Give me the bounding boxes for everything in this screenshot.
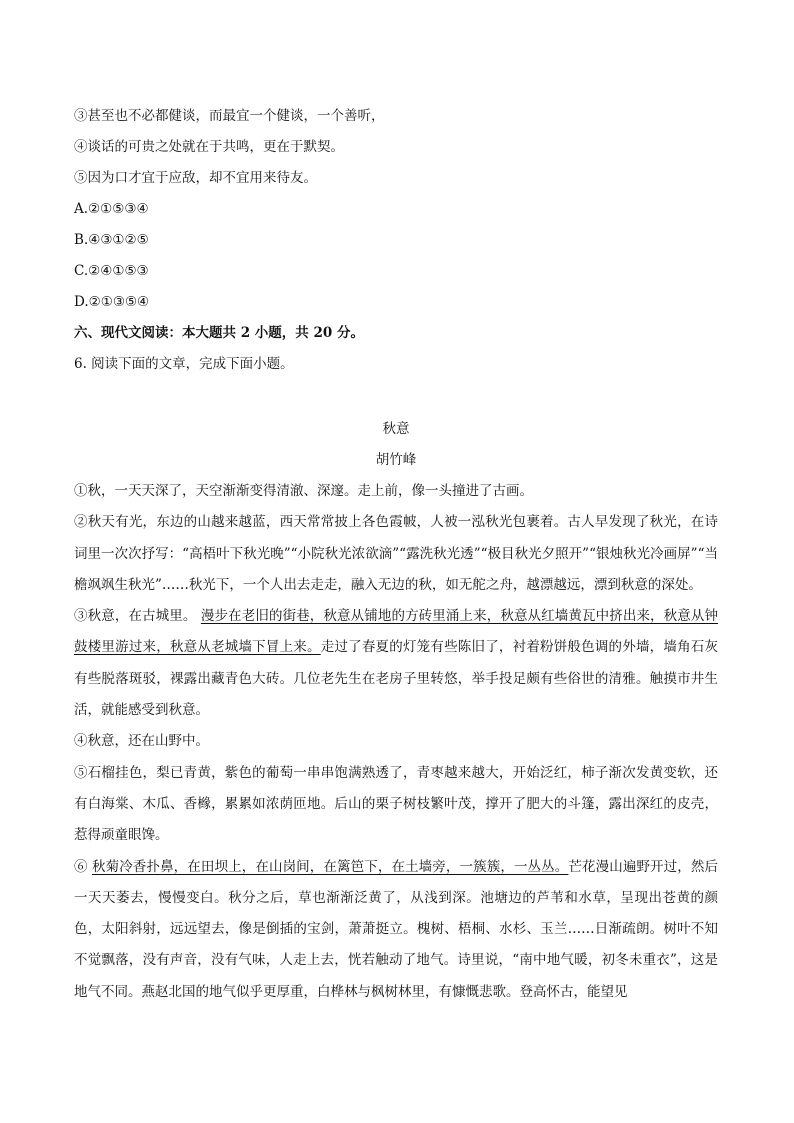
paragraph-6-lead: ⑥: [74, 858, 93, 875]
paragraph-6: [74, 852, 718, 1008]
paragraph-2: ②秋天有光，东边的山越来越蓝，西天常常披上各色霞帔，人被一泓秋光包裹着。古人早发现了秋光，在诗词里一次次抒写：“高梧叶下秋光晚”“小院秋光浓欲滴”“露洗秋光透”“极目秋光夕照开”“银烛秋光冷画屏”“当檐飒飒生秋光”……秋光下，一个人出去走走，融入无边的秋，如无舵之舟，越漂越远，漂到秋意的深处。: [74, 514, 718, 593]
paragraph-1: ①秋，一天天深了，天空渐渐变得清澈、深邃。走上前，像一头撞进了古画。: [74, 483, 533, 499]
section-heading: 六、现代文阅读：本大题共 2 小题，共 20 分。: [74, 325, 364, 341]
paragraph-3-underlined: 漫步在老旧的街巷，秋意从铺地的方砖里涌上来，秋意从红墙黄瓦中挤出来，秋意从钟鼓楼里游过来，秋意从老城墙下冒上来。: [74, 608, 719, 656]
sentence-5: ⑤因为口才宜于应敌，却不宜用来待友。: [74, 170, 317, 186]
article-title: 秋意: [382, 421, 410, 437]
choice-b: B.④③①②⑤: [74, 232, 149, 248]
paragraph-4: ④秋意，还在山野中。: [74, 733, 209, 750]
choice-a: A.②①⑤③④: [74, 201, 149, 217]
question-5-remaining-sentences: [74, 101, 718, 194]
paragraph-6-rest: 芒花漫山遍野开过，然后一天天萎去，慢慢变白。秋分之后，草也渐渐泛黄了，从浅到深。池塘边的芦苇和水草，呈现出苍黄的颜色，太阳斜射，远远望去，像是倒插的宝剑，萧萧挺立。槐树、梧桐、水杉、玉兰……日渐疏朗。树叶不知不觉飘落，没有声音，没有气味，人走上去，恍若触动了地气。诗里说，“南中地气暖，初冬未重衣”，这是地气不同。燕赵北国的地气似乎更厚重，白桦林与枫树林里，有慷慨悲歌。登高怀古，能望见: [74, 858, 718, 1000]
question-prompt: 6. 阅读下面的文章，完成下面小题。: [74, 356, 294, 372]
paragraph-3-lead: ③秋意，在古城里。: [74, 608, 201, 625]
answer-choices: [74, 194, 718, 318]
choice-c: C.②④①⑤③: [74, 263, 149, 279]
paragraph-3-rest: 走过了春夏的灯笼有些陈旧了，衬着粉饼般色调的外墙，墙角石灰有些脱落斑驳，裸露出藏青色大砖。几位老先生在老房子里转悠，举手投足颇有些俗世的清雅。触摸市井生活，就能感受到秋意。: [74, 639, 719, 719]
paragraph-5: ⑤石榴挂色，梨已青黄，紫色的葡萄一串串饱满熟透了，青枣越来越大，开始泛红，柿子渐次发黄变软，还有白海棠、木瓜、香橼，累累如浓荫匝地。后山的栗子树枝繁叶茂，撑开了肥大的斗篷，露出深红的皮壳，惹得顽童眼馋。: [74, 764, 718, 844]
paragraph-6-underlined: 秋菊冷香扑鼻，在田坝上，在山岗间，在篱笆下，在土墙旁，一簇簇，一丛丛。: [92, 858, 569, 875]
article: [74, 414, 718, 1008]
sentence-4: ④谈话的可贵之处就在于共鸣，更在于默契。: [74, 139, 344, 155]
sentence-3: ③甚至也不必都健谈，而最宜一个健谈，一个善听，: [74, 108, 385, 124]
paragraph-3: [74, 601, 718, 726]
article-author: 胡竹峰: [375, 452, 417, 468]
choice-d: D.②①③⑤④: [74, 294, 150, 310]
spacer: [74, 380, 718, 414]
